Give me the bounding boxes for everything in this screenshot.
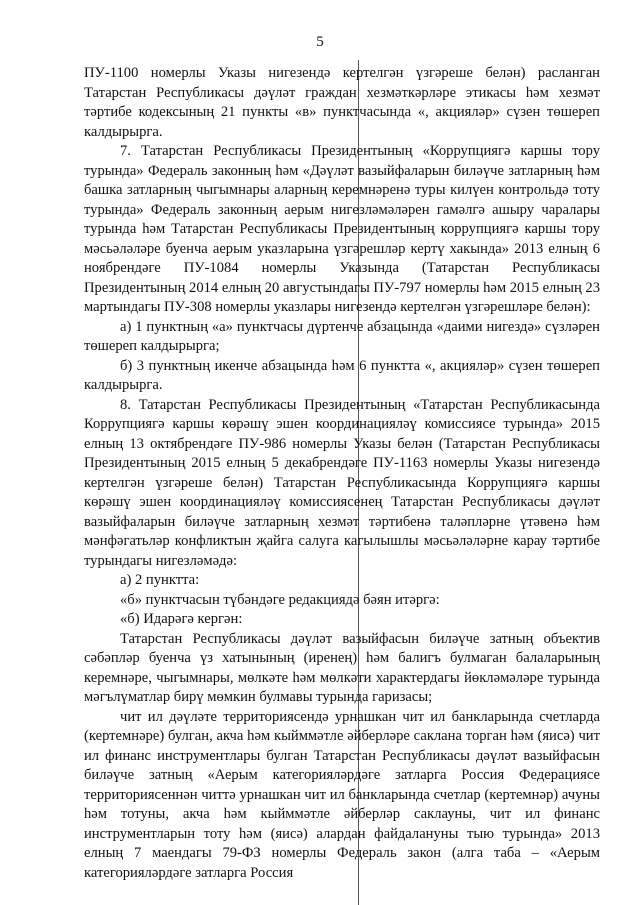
paragraph-1: ПУ-1100 номерлы Указы нигезендә кертелгән үзгәреше белән) расланган Татарстан Республикасы дәүләт граждан хезмәткәрләре этикасы һәм хезмәт тәртибе кодексының 21 пункты «в» пунктчасында «, акцияләр» сүзен төшереп калдырырга. [84, 65, 600, 140]
subitem-a: а) 1 пунктның «а» пунктчасы дүртенче абзацында «даими нигездә» сүзләрен төшереп калдырырга; [84, 318, 600, 354]
subitem-b: б) 3 пунктның икенче абзацында һәм 6 пунктта «, акцияләр» сүзен төшереп калдырырга. [84, 357, 600, 393]
paragraph-item-7: 7. Татарстан Республикасы Президентының «Коррупциягә каршы тору турында» Федераль законның һәм «Дәүләт вазыйфаларын биләүче затларның һәм башка затларның чыгымнары аларның керемнәренә туры килүен контрольдә тоту турында» Федераль законның аерым нигезләмәләрен гамәлгә ашыру чаралары турында һәм Татарстан Республикасы Президентының коррупциягә каршы тору мәсьәләләре буенча аерым указларына үзгәрешләр кертү хакында» 2013 елның 6 ноябрендәге ПУ-1084 номерлы Указында (Татарстан Республикасы Президентының 2014 елның 20 августындагы ПУ-797 номерлы һәм 2015 елның 23 мартындагы ПУ-308 номерлы указлары нигезендә кертелгән үзгәрешләре белән): [84, 143, 600, 315]
subitem-a-2: а) 2 пунктта: [120, 572, 200, 588]
subitem-b-heading: «б) Идарәгә кергән: [120, 611, 243, 627]
subitem-b-intro: «б» пунктчасын түбәндәге редакциядә бәян итәргә: [120, 591, 440, 608]
paragraph-item-8: 8. Татарстан Республикасы Президентының «Татарстан Республикасында Коррупциягә каршы көрәшү эшен координацияләү комиссиясе турында» 2015 елның 13 октябрендәге ПУ-986 номерлы Указы белән (Татарстан Республикасы Президентының 2015 елның 5 декабрендәге ПУ-1163 номерлы Указы нигезендә кертелгән үзгәреше белән) Татарстан Республикасында Коррупциягә каршы көрәшү эшен координацияләү комиссиясенең Татарстан Республикасы дәүләт вазыйфаларын биләүче затларның хезмәт тәртибенә таләпләрне үтәвенә һәм мәнфәгатьләр конфликтын җайга салуга кагылышлы мәсьәләләрне карау тәртибе турындагы нигезләмәдә: [84, 396, 600, 569]
document-body [84, 64, 600, 883]
paragraph-statement: Татарстан Республикасы дәүләт вазыйфасын биләүче затның объектив сәбәпләр буенча үз хатынының (иренең) һәм балигъ булмаган балаларының керемнәре, чыгымнары, мөлкәте һәм мөлкәти характердагы йөкләмәләре турында мәгълүматлар бирү мөмкин булмавы турында гаризасы; [84, 630, 600, 705]
page-number: 5 [316, 34, 324, 50]
paragraph-foreign-banks: чит ил дәүләте территориясендә урнашкан чит ил банкларында счетларда (кертемнәре) булган, акча һәм кыйммәтле әйберләре саклана торган һәм (яисә) чит ил финанс инструментлары булган Татарстан Республикасы дәүләт вазыйфасын биләүче затның «Аерым категорияләрдәге затларга Россия Федерациясе территориясеннән читтә урнашкан чит ил банкларында счетлар (кертемнәр) ачуны һәм тотуны, акча һәм кыйммәтле әйберләр саклауны, чит ил финанс инструментларын тоту һәм (яисә) алардан файдалануны тыю турында» 2013 елның 7 маендагы 79-ФЗ номерлы Федераль закон (алга таба – «Аерым категорияләрдәге затларга Россия [84, 708, 600, 881]
